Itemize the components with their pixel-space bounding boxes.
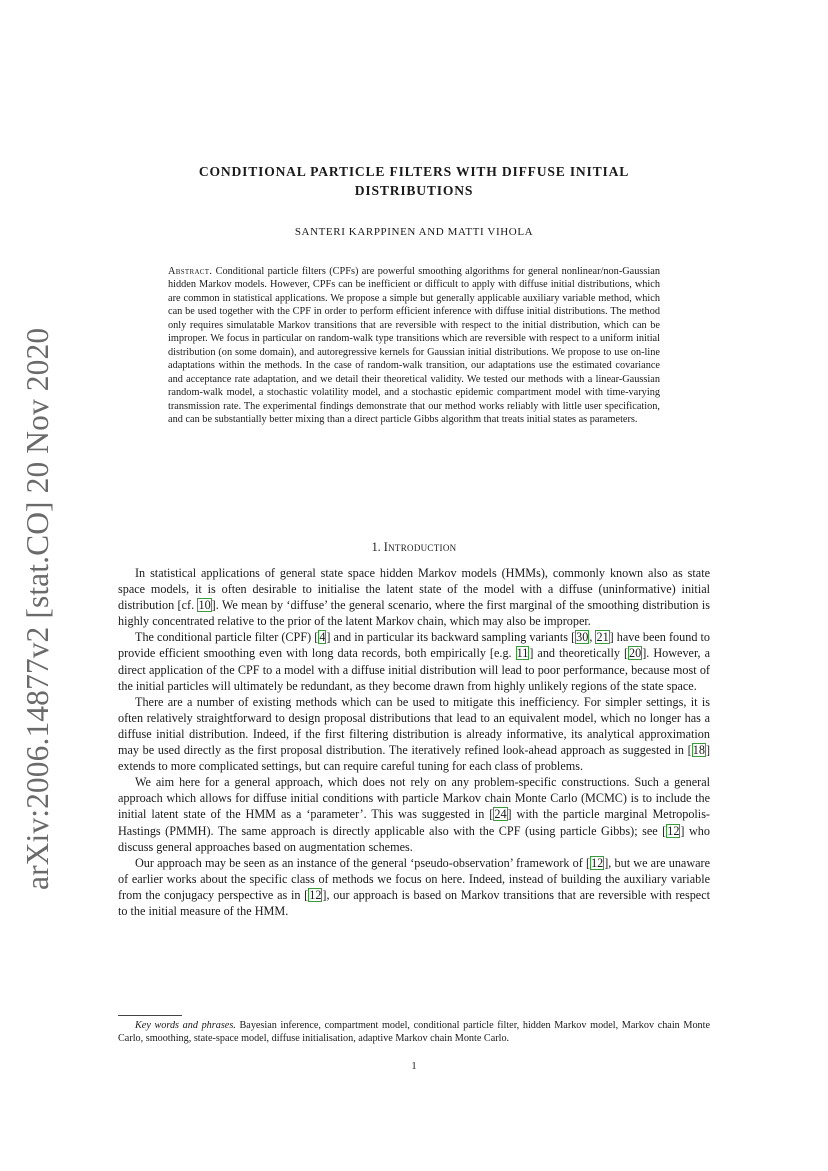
paragraph-4 [118,774,710,854]
text-run: ] who discuss general approaches based on augmentation schemes. [118,823,710,854]
abstract [168,265,660,426]
text-run: ] have been found to provide efficient smoothing even with long data records, both empirically [e.g. [118,630,710,661]
citation-link[interactable]: 21 [596,630,609,645]
citation-link[interactable]: 12 [591,855,604,870]
page-number: 1 [411,1061,417,1072]
citation-link[interactable]: 20 [629,646,642,661]
text-run: The conditional particle filter (CPF) [ [135,630,319,645]
introduction-body [118,565,710,919]
citation-link[interactable]: 18 [692,743,705,758]
citation-link[interactable]: 12 [309,887,322,902]
text-run: ] and theoretically [ [529,646,629,661]
paragraph-3 [118,694,710,774]
arxiv-stamp [18,327,58,890]
citation-link[interactable]: 10 [198,598,211,613]
paragraph-1 [118,565,710,629]
citation-link[interactable]: 4 [319,630,326,645]
section-title: Introduction [383,540,457,554]
footnote-divider [118,1015,182,1016]
paragraph-5 [118,855,710,919]
text-run: There are a number of existing methods which can be used to mitigate this inefficiency. For simpler settings, it is often relatively straightforward to design proposal distributions that lead to an equivalent model, which no longer has a diffuse initial distribution. Indeed, if the first filtering distribution is already informative, its analytical approximation may be used directly as the first proposal distribution. The iteratively refined look-ahead approach as suggested in [ [118,694,710,758]
arxiv-identifier: arXiv:2006.14877v2 [stat.CO] 20 Nov 2020 [20,327,55,890]
text-run: ]. We mean by ‘diffuse’ the general scenario, where the first marginal of the smoothing distribution is highly concentrated relative to the prior of the latent Markov chain, which may also be improper. [118,598,711,629]
text-run: ] extends to more complicated settings, but can require careful tuning for each class of problems. [118,743,710,774]
section-heading [118,540,710,555]
text-run: ]. However, a direct application of the CPF to a model with a diffuse initial distribution will lead to poor performance, because most of the initial particles will ultimately be redundant, as they become drawn from highly unlikely regions of the state space. [118,646,710,693]
footnote-keywords [118,1019,710,1046]
citation-link[interactable]: 12 [667,823,680,838]
section-number: 1. [371,540,381,554]
text-run: We aim here for a general approach, which does not rely on any problem-specific constructions. Such a general approach which allows for diffuse initial conditions with particle Markov chain Monte Carlo (MCMC) is to include the initial latent state of the HMM as a ‘parameter’. This was suggested in [ [118,775,710,822]
abstract-text: Conditional particle filters (CPFs) are powerful smoothing algorithms for general nonlinear/non-Gaussian hidden Markov models. However, CPFs can be inefficient or difficult to apply with diffuse initial distributions, which are common in statistical applications. We propose a simple but generally applicable auxiliary variable method, which can be used together with the CPF in order to perform efficient inference with diffuse initial distributions. The method only requires simulatable Markov transitions that are reversible with respect to the initial distribution, which can be improper. We focus in particular on random-walk type transitions which are reversible with respect to a uniform initial distribution (on some domain), and autoregressive kernels for Gaussian initial distributions. We propose to use on-line adaptations within the methods. In the case of random-walk transition, our adaptations use the estimated covariance and acceptance rate adaptation, and we detail their theoretical validity. We tested our methods with a linear-Gaussian random-walk model, a stochastic volatility model, and a stochastic epidemic compartment model with time-varying transmission rate. The experimental findings demonstrate that our method works reliably with little user specification, and can be substantially better mixing than a direct particle Gibbs algorithm that treats initial states as parameters. [168,266,660,425]
text-run: ], our approach is based on Markov transitions that are reversible with respect to the initial measure of the HMM. [118,887,710,918]
paper-authors: SANTERI KARPPINEN AND MATTI VIHOLA [294,226,534,238]
text-run: , [589,630,596,645]
paragraph-2 [118,629,710,693]
keywords-text: Bayesian inference, compartment model, conditional particle filter, hidden Markov model, Markov chain Monte Carlo, smoothing, state-space model, diffuse initialisation, adaptive Markov chain Monte Carlo. [118,1020,711,1045]
citation-link[interactable]: 11 [516,646,529,661]
text-run: ] with the particle marginal Metropolis-Hastings (PMMH). The same approach is directly applicable also with the CPF (using particle Gibbs); see [ [118,807,710,838]
keywords-label: Key words and phrases. [135,1020,236,1031]
citation-link[interactable]: 30 [576,630,589,645]
text-run: ] and in particular its backward sampling variants [ [326,630,576,645]
abstract-label: Abstract. [168,266,213,277]
text-run: ], but we are unaware of earlier works about the specific class of methods we focus on here. Indeed, instead of building the auxiliary variable from the conjugacy perspective as in [ [118,855,711,902]
text-run: In statistical applications of general state space hidden Markov models (HMMs), commonly known also as state space models, it is often desirable to initialise the latent state of the model with a diffuse (uninformative) initial distribution [cf. [118,566,710,613]
paper-title: CONDITIONAL PARTICLE FILTERS WITH DIFFUSE INITIAL DISTRIBUTIONS [198,164,630,198]
citation-link[interactable]: 24 [494,807,507,822]
text-run: Our approach may be seen as an instance of the general ‘pseudo-observation’ framework of [ [135,855,591,870]
